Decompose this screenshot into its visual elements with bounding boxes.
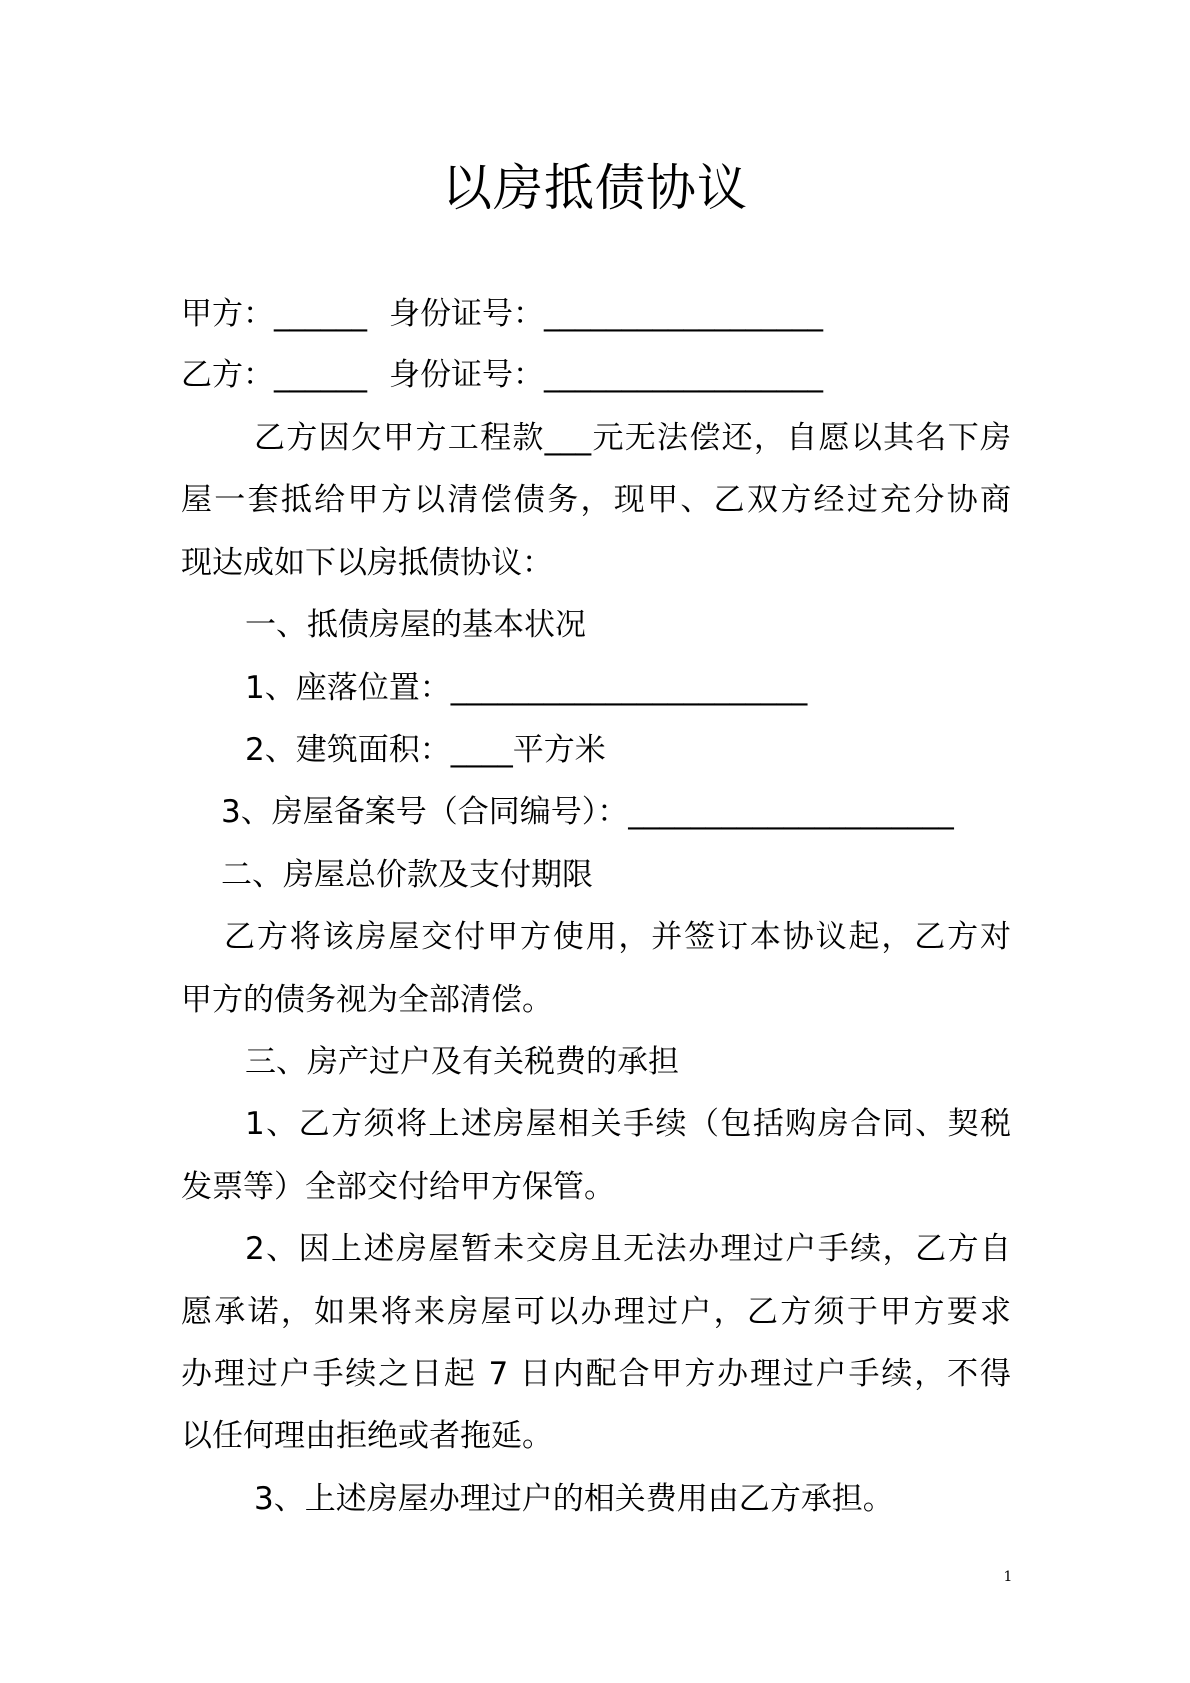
section-1-item-record-number: 3、房屋备案号（合同编号）：_____________________ bbox=[221, 794, 954, 830]
section-3-clause-2-line: 2、因上述房屋暂未交房且无法办理过户手续，乙方自 bbox=[245, 1231, 1011, 1267]
preamble-line: 现达成如下以房抵债协议： bbox=[181, 545, 553, 581]
section-3-clause-2-line: 以任何理由拒绝或者拖延。 bbox=[181, 1418, 553, 1454]
party-b-id-label: 身份证号： bbox=[389, 357, 544, 393]
document-title: 以房抵债协议 bbox=[442, 159, 748, 217]
preamble-line: 屋一套抵给甲方以清偿债务，现甲、乙双方经过充分协商 bbox=[181, 482, 1011, 518]
section-2-paragraph-line: 乙方将该房屋交付甲方使用，并签订本协议起，乙方对 bbox=[224, 919, 1011, 955]
section-3-clause-1-line: 1、乙方须将上述房屋相关手续（包括购房合同、契税 bbox=[245, 1106, 1011, 1142]
party-b-name-blank: ______ bbox=[274, 357, 367, 393]
section-3-heading: 三、房产过户及有关税费的承担 bbox=[245, 1044, 679, 1080]
section-1-heading: 一、抵债房屋的基本状况 bbox=[245, 607, 586, 643]
party-a-id-label: 身份证号： bbox=[389, 296, 544, 332]
party-b-label: 乙方： bbox=[181, 357, 274, 393]
section-1-item-location: 1、座落位置：_______________________ bbox=[245, 670, 808, 706]
party-a-label: 甲方： bbox=[181, 296, 274, 332]
section-2-heading: 二、房屋总价款及支付期限 bbox=[221, 857, 593, 893]
page-number: 1 bbox=[1003, 1569, 1013, 1585]
party-a-line bbox=[181, 294, 823, 334]
section-3-clause-1-line: 发票等）全部交付给甲方保管。 bbox=[181, 1169, 615, 1205]
party-a-name-blank: ______ bbox=[274, 296, 367, 332]
section-3-clause-2-line: 愿承诺，如果将来房屋可以办理过户，乙方须于甲方要求 bbox=[181, 1294, 1011, 1330]
preamble-line: 乙方因欠甲方工程款___元无法偿还，自愿以其名下房 bbox=[254, 420, 1011, 456]
party-a-id-blank: __________________ bbox=[544, 296, 823, 332]
section-1-item-area: 2、建筑面积：____平方米 bbox=[245, 732, 606, 768]
party-b-line bbox=[181, 355, 823, 395]
section-2-paragraph-line: 甲方的债务视为全部清偿。 bbox=[181, 982, 553, 1018]
section-3-clause-3: 3、上述房屋办理过户的相关费用由乙方承担。 bbox=[254, 1481, 894, 1517]
section-3-clause-2-line: 办理过户手续之日起 7 日内配合甲方办理过户手续，不得 bbox=[181, 1356, 1011, 1392]
party-b-id-blank: __________________ bbox=[544, 357, 823, 393]
